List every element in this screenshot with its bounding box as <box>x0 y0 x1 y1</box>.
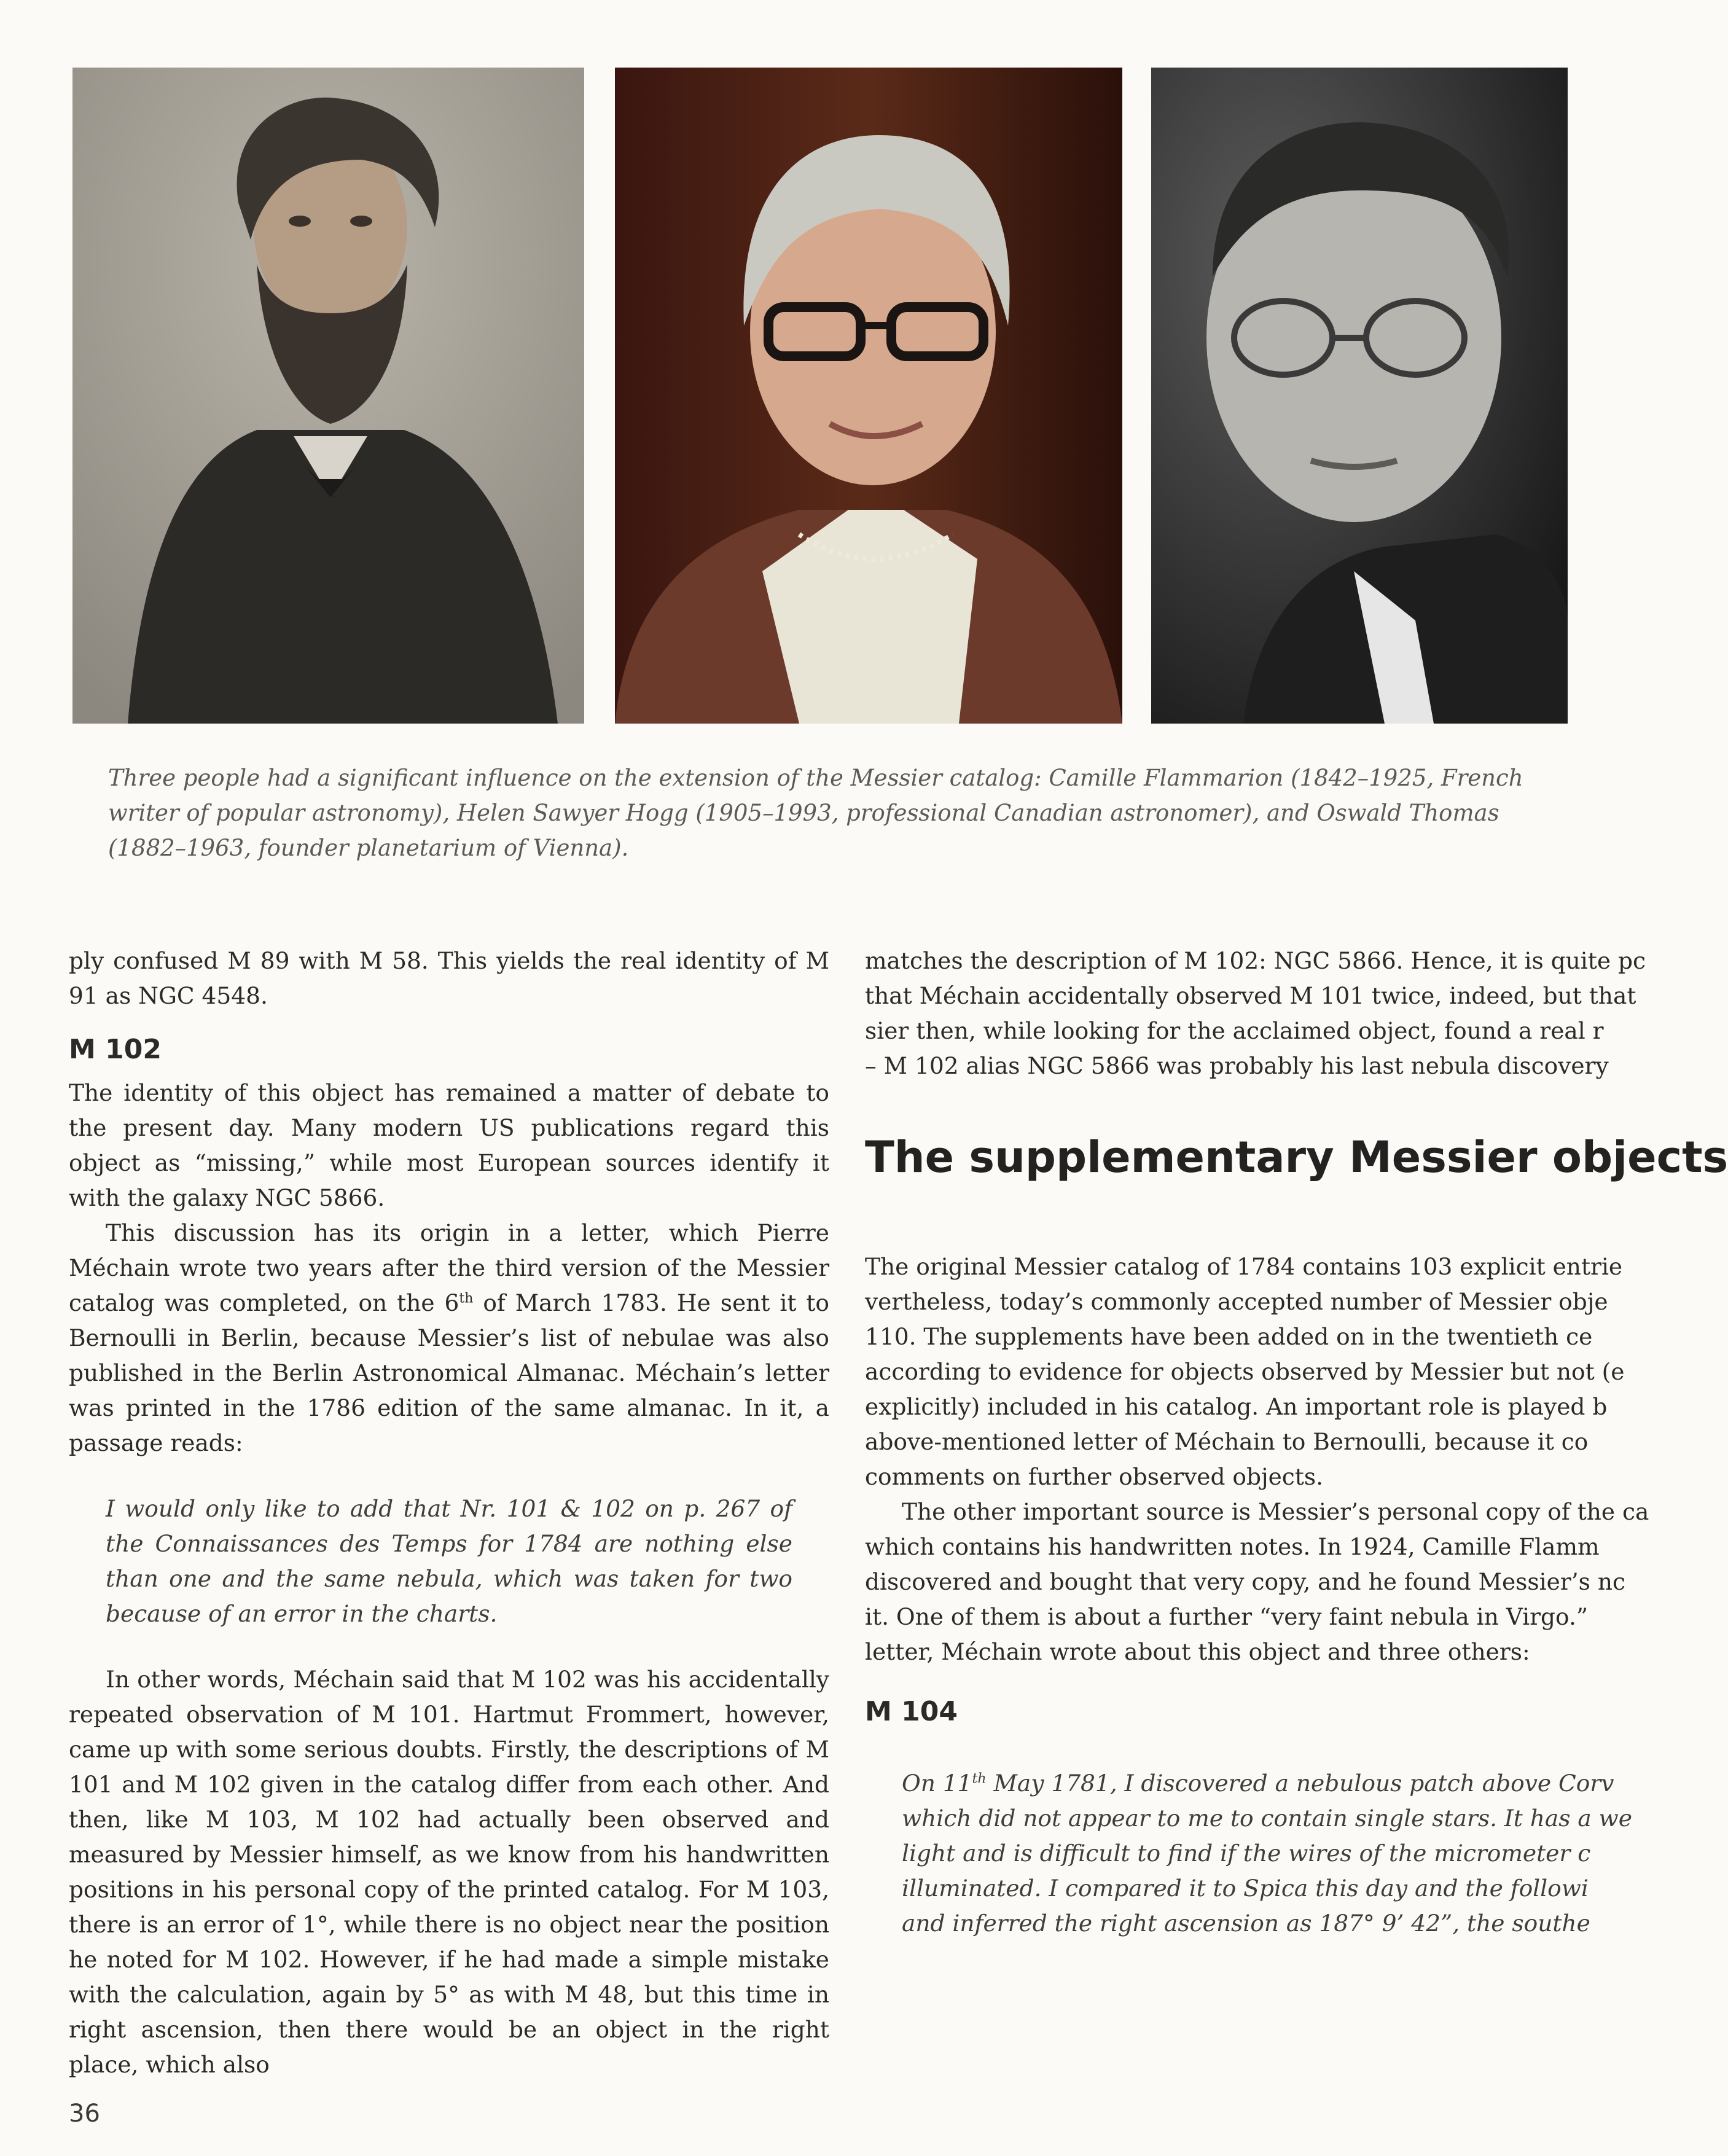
supplementary-paragraph-2 <box>865 1494 1649 1670</box>
page-number: 36 <box>69 2099 100 2128</box>
paragraph-line: 110. The supplements have been added on in the twentieth ce <box>865 1323 1593 1350</box>
paragraph-line: explicitly) included in his catalog. An important role is played b <box>865 1393 1608 1420</box>
quote-line1-before: On 11 <box>902 1770 972 1797</box>
right-intro-paragraph <box>865 943 1646 1084</box>
paragraph-line: above-mentioned letter of Méchain to Bernoulli, because it co <box>865 1428 1589 1455</box>
right-column <box>865 943 1728 2025</box>
left-intro-text: ply confused M 89 with M 58. This yields the real identity of M 91 as NGC 4548. <box>69 947 829 1009</box>
mechain-quote: I would only like to add that Nr. 101 & 102 on p. 267 of the Connaissances des Temps for 1784 are nothing else than one and the same nebula, which was taken for two because of an error in the charts. <box>106 1495 792 1627</box>
left-intro-paragraph <box>69 943 829 1014</box>
paragraph-line: according to evidence for objects observed by Messier but not (e <box>865 1358 1625 1385</box>
left-column <box>69 943 829 2082</box>
heading-m102: M 102 <box>69 1034 162 1065</box>
quote-line <box>902 1766 1614 1801</box>
p2-after: of March 1783. He sent it to Bernoulli in Berlin, because Messier’s list of nebulae was also published in the Berlin Astronomical Almanac. Méchain’s letter was printed in the 1786 edition of the same almanac. In it, a passage reads: <box>69 1289 829 1456</box>
photo-helen-sawyer-hogg <box>615 68 1122 724</box>
m102-paragraph-2 <box>69 1216 829 1461</box>
paragraph-line: comments on further observed objects. <box>865 1463 1324 1490</box>
m102-paragraph-3: In other words, Méchain said that M 102 was his accidentally repeated observation of M 101. Hartmut Frommert, however, came up with some serious doubts. Firstly, the descriptions of M 101 and M 102 given in the catalog differ from each other. And then, like M 103, M 102 had actually been observed and measured by Messier himself, as we know from his handwritten positions in his personal copy of the printed catalog. For M 103, there is an error of 1°, while there is no object near the position he noted for M 102. However, if he had made a simple mistake with the calculation, again by 5° as with M 48, but this time in right ascension, then there would be an object in the right place, which also <box>69 1666 829 2078</box>
p2-sup: th <box>459 1291 474 1306</box>
paragraph-line: The original Messier catalog of 1784 contains 103 explicit entrie <box>865 1253 1623 1280</box>
m104-quote <box>865 1766 1632 1941</box>
figure-caption: Three people had a significant influence on the extension of the Messier catalog: Camille Flammarion (1842–1925, French writer of popular astronomy), Helen Sawyer Hogg (1905–1993, professional Canadian astronomer), and Oswald Thomas (1882–1963, founder planetarium of Vienna). <box>108 765 1523 861</box>
m102-paragraph-1: The identity of this object has remained a matter of debate to the present day. Many modern US publications regard this object as “missing,” while most European sources identify it with the galaxy NGC 5866. <box>69 1079 829 1211</box>
paragraph-line: The other important source is Messier’s personal copy of the ca <box>902 1498 1649 1525</box>
quote-line: which did not appear to me to contain single stars. It has a we <box>902 1805 1632 1832</box>
heading-m104: M 104 <box>865 1696 958 1727</box>
paragraph-line: letter, Méchain wrote about this object and three others: <box>865 1638 1530 1665</box>
photo-camille-flammarion <box>72 68 584 724</box>
section-title: The supplementary Messier objects <box>865 1132 1728 1182</box>
quote-line: and inferred the right ascension as 187° 9’ 42”, the southe <box>902 1910 1590 1937</box>
paragraph-line: discovered and bought that very copy, and he found Messier’s nc <box>865 1568 1625 1595</box>
p2-before: This discussion has its origin in a letter, which Pierre Méchain wrote two years after the third version of the Messier catalog was completed, on the 6 <box>69 1219 829 1316</box>
quote-line1-after: May 1781, I discovered a nebulous patch above Corv <box>986 1770 1614 1797</box>
right-intro-line: matches the description of M 102: NGC 5866. Hence, it is quite pc <box>865 947 1646 974</box>
quote-line: illuminated. I compared it to Spica this day and the followi <box>902 1875 1589 1902</box>
right-intro-line: that Méchain accidentally observed M 101 twice, indeed, but that <box>865 982 1636 1009</box>
quote-line: light and is difficult to find if the wires of the micrometer c <box>902 1840 1591 1867</box>
right-intro-line: – M 102 alias NGC 5866 was probably his last nebula discovery <box>865 1052 1609 1079</box>
paragraph-line: which contains his handwritten notes. In 1924, Camille Flamm <box>865 1533 1600 1560</box>
photo-oswald-thomas <box>1151 68 1568 724</box>
supplementary-paragraph-1 <box>865 1249 1625 1494</box>
right-intro-line: sier then, while looking for the acclaimed object, found a real r <box>865 1017 1604 1044</box>
paragraph-line: vertheless, today’s commonly accepted number of Messier obje <box>865 1288 1608 1315</box>
quote-line1-sup: th <box>972 1771 987 1787</box>
paragraph-line: it. One of them is about a further “very faint nebula in Virgo.” <box>865 1603 1589 1630</box>
